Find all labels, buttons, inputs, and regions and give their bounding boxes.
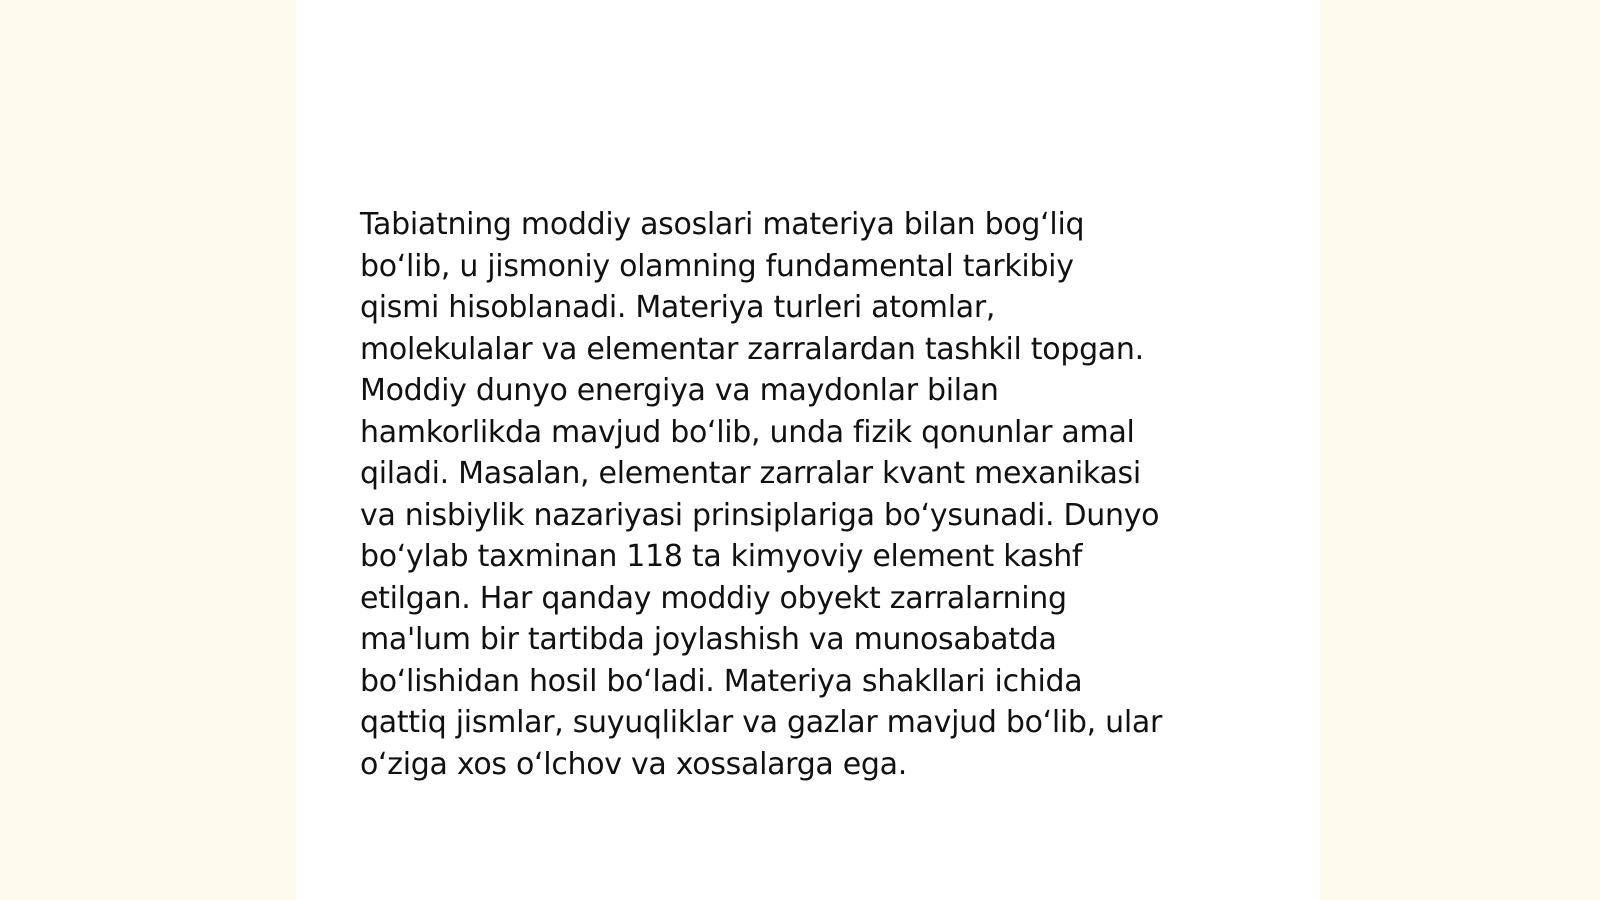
slide [296, 0, 1320, 900]
text-line: molekulalar va elementar zarralardan tashkil topgan. [360, 331, 1144, 367]
text-line: bo‘lib, u jismoniy olamning fundamental tarkibiy [360, 248, 1074, 284]
text-line: hamkorlikda mavjud bo‘lib, unda fizik qonunlar amal [360, 414, 1135, 450]
text-line: va nisbiylik nazariyasi prinsiplariga bo‘ysunadi. Dunyo [360, 497, 1160, 533]
text-line: ma'lum bir tartibda joylashish va munosabatda [360, 622, 1057, 657]
text-line: Tabiatning moddiy asoslari materiya bilan bog‘liq [360, 207, 1085, 242]
slide-body-text [360, 204, 1240, 785]
text-line: bo‘lishidan hosil bo‘ladi. Materiya shakllari ichida [360, 663, 1083, 699]
text-line: Moddiy dunyo energiya va maydonlar bilan [360, 373, 999, 408]
text-line: qiladi. Masalan, elementar zarralar kvant mexanikasi [360, 456, 1141, 491]
text-line: qismi hisoblanadi. Materiya turleri atomlar, [360, 290, 996, 325]
text-line: etilgan. Har qanday moddiy obyekt zarralarning [360, 580, 1067, 616]
text-line: qattiq jismlar, suyuqliklar va gazlar mavjud bo‘lib, ular [360, 705, 1163, 740]
text-line: bo‘ylab taxminan 118 ta kimyoviy element kashf [360, 539, 1083, 574]
text-line: o‘ziga xos o‘lchov va xossalarga ega. [360, 746, 907, 782]
